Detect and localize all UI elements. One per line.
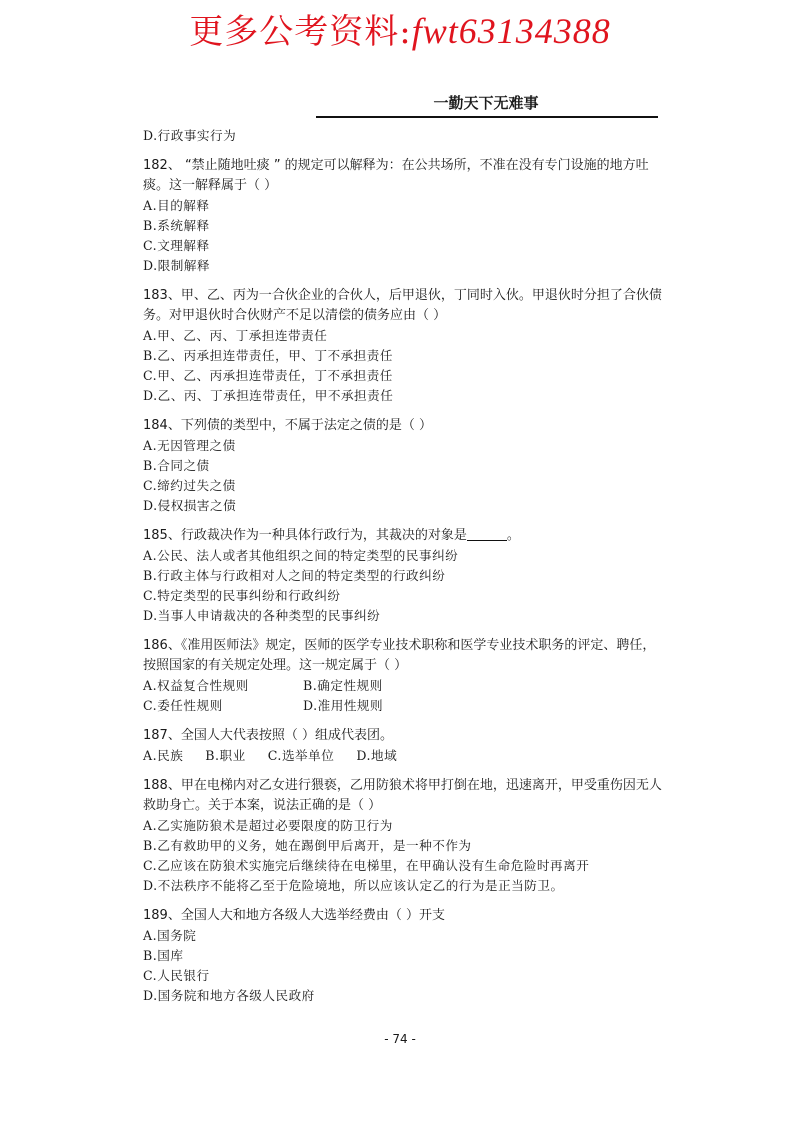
prev-option: D.行政事实行为 (143, 128, 237, 143)
question-185 (143, 526, 663, 626)
answer-blank (467, 527, 507, 541)
question-stem (143, 526, 663, 546)
question-stem: 184、下列债的类型中，不属于法定之债的是（ ） (143, 418, 432, 433)
option-d: D.乙、丙、丁承担连带责任，甲不承担责任 (143, 388, 394, 403)
option-row (143, 746, 663, 766)
option-c: C.人民银行 (143, 968, 210, 983)
question-list (143, 120, 663, 1006)
option-d: D.国务院和地方各级人民政府 (143, 988, 315, 1003)
question-183 (143, 286, 663, 406)
option-c: C.选举单位 (267, 748, 335, 763)
option-d: D.侵权损害之债 (143, 498, 237, 513)
question-188 (143, 776, 663, 896)
question-182 (143, 156, 663, 276)
question-184 (143, 416, 663, 516)
banner-cn: 更多公考资料: (189, 12, 412, 52)
question-stem: 188、甲在电梯内对乙女进行猥亵，乙用防狼术将甲打倒在地，迅速离开，甲受重伤因无人救助身亡。关于本案，说法正确的是（ ） (143, 778, 662, 813)
question-189 (143, 906, 663, 1006)
page-number: - 74 - (384, 1032, 416, 1046)
banner-en: fwt63134388 (411, 11, 611, 51)
option-b: B.乙、丙承担连带责任，甲、丁不承担责任 (143, 348, 393, 363)
option-d: D.不法秩序不能将乙至于危险境地，所以应该认定乙的行为是正当防卫。 (143, 878, 564, 893)
option-b: B.合同之债 (143, 458, 210, 473)
option-d: D.准用性规则 (303, 698, 384, 713)
option-c: C.乙应该在防狼术实施完后继续待在电梯里，在甲确认没有生命危险时再离开 (143, 858, 590, 873)
stem-before-blank: 185、行政裁决作为一种具体行政行为，其裁决的对象是 (143, 528, 467, 543)
option-a: A.乙实施防狼术是超过必要限度的防卫行为 (143, 818, 393, 833)
option-b: B.乙有救助甲的义务，她在踢倒甲后离开，是一种不作为 (143, 838, 472, 853)
option-b: B.系统解释 (143, 218, 210, 233)
question-stem: 182、 “禁止随地吐痰 ” 的规定可以解释为：在公共场所，不准在没有专门设施的地方吐痰。这一解释属于（ ） (143, 158, 649, 193)
question-stem: 183、甲、乙、丙为一合伙企业的合伙人，后甲退伙，丁同时入伙。甲退伙时分担了合伙债务。对甲退伙时合伙财产不足以清偿的债务应由（ ） (143, 288, 662, 323)
option-b: B.国库 (143, 948, 184, 963)
option-row (143, 696, 663, 716)
option-d: D.当事人申请裁决的各种类型的民事纠纷 (143, 608, 381, 623)
option-a: A.甲、乙、丙、丁承担连带责任 (143, 328, 328, 343)
option-c: C.文理解释 (143, 238, 210, 253)
option-a: A.民族 (143, 748, 184, 763)
option-b: B.职业 (205, 748, 246, 763)
option-a: A.无因管理之债 (143, 438, 236, 453)
option-c: C.缔约过失之债 (143, 478, 236, 493)
option-c: C.甲、乙、丙承担连带责任，丁不承担责任 (143, 368, 393, 383)
option-a: A.公民、法人或者其他组织之间的特定类型的民事纠纷 (143, 548, 459, 563)
promo-banner (0, 4, 800, 53)
question-186 (143, 636, 663, 716)
header-rule (316, 116, 658, 118)
option-row (143, 676, 663, 696)
question-187 (143, 726, 663, 766)
option-d: D.地域 (356, 748, 398, 763)
option-b: B.确定性规则 (303, 678, 383, 693)
option-a: A.国务院 (143, 928, 197, 943)
question-stem: 186、《准用医师法》规定，医师的医学专业技术职称和医学专业技术职务的评定、聘任，按照国家的有关规定处理。这一规定属于（ ） (143, 638, 656, 673)
stem-after-blank: 。 (506, 528, 520, 543)
question-stem: 189、全国人大和地方各级人大选举经费由（ ）开支 (143, 908, 445, 923)
option-d: D.限制解释 (143, 258, 211, 273)
option-c: C.特定类型的民事纠纷和行政纠纷 (143, 588, 341, 603)
question-stem: 187、全国人大代表按照（ ）组成代表团。 (143, 728, 393, 743)
option-a: A.权益复合性规则 (143, 678, 249, 693)
option-b: B.行政主体与行政相对人之间的特定类型的行政纠纷 (143, 568, 446, 583)
option-c: C.委任性规则 (143, 698, 223, 713)
header-motto: 一勤天下无难事 (433, 94, 539, 112)
option-a: A.目的解释 (143, 198, 210, 213)
